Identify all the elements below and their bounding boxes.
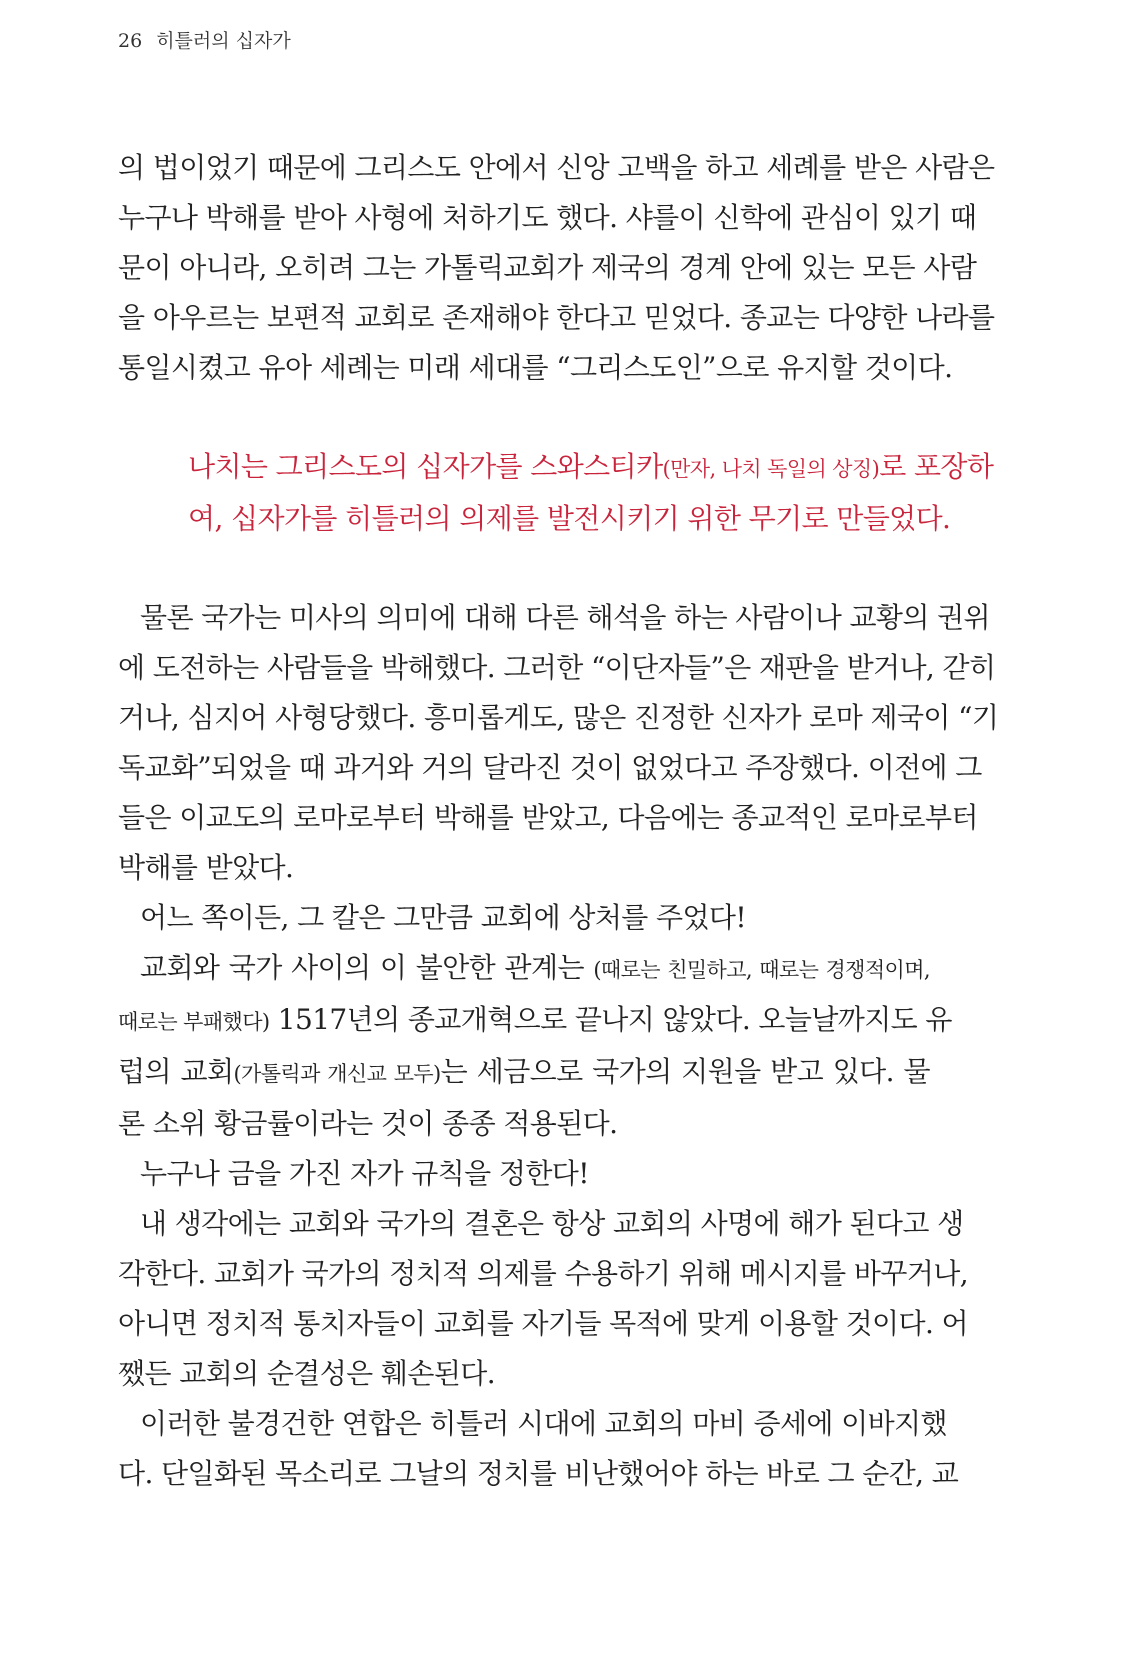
text-line: 들은 이교도의 로마로부터 박해를 받았고, 다음에는 종교적인 로마로부터 — [118, 801, 978, 834]
text-line: 이러한 불경건한 연합은 히틀러 시대에 교회의 마비 증세에 이바지했 — [140, 1407, 947, 1440]
paragraph-2 — [118, 593, 999, 1499]
running-title: 히틀러의 십자가 — [156, 30, 291, 52]
paragraph-1 — [118, 143, 995, 393]
running-header — [118, 26, 291, 53]
text-line: 을 아우르는 보편적 교회로 존재해야 한다고 믿었다. 종교는 다양한 나라를 — [118, 301, 995, 334]
text-line: 교회와 국가 사이의 이 불안한 관계는 (때로는 친밀하고, 때로는 경쟁적이며, — [140, 951, 930, 984]
text-line: 물론 국가는 미사의 의미에 대해 다른 해석을 하는 사람이나 교황의 권위 — [140, 601, 990, 634]
text-line: 다. 단일화된 목소리로 그날의 정치를 비난했어야 하는 바로 그 순간, 교 — [118, 1457, 959, 1490]
page-number: 26 — [118, 30, 143, 52]
text-line: 쨌든 교회의 순결성은 훼손된다. — [118, 1357, 496, 1390]
text-line: 내 생각에는 교회와 국가의 결혼은 항상 교회의 사명에 해가 된다고 생 — [140, 1207, 964, 1240]
text-line: 독교화”되었을 때 과거와 거의 달라진 것이 없었다고 주장했다. 이전에 그 — [118, 751, 982, 784]
text-line: 누구나 박해를 받아 사형에 처하기도 했다. 샤를이 신학에 관심이 있기 때 — [118, 201, 977, 234]
text-line: 론 소위 황금률이라는 것이 종종 적용된다. — [118, 1107, 618, 1140]
text-line: 아니면 정치적 통치자들이 교회를 자기들 목적에 맞게 이용할 것이다. 어 — [118, 1307, 968, 1340]
text-line: 거나, 심지어 사형당했다. 흥미롭게도, 많은 진정한 신자가 로마 제국이 “기 — [118, 701, 999, 734]
text-line: 럽의 교회(가톨릭과 개신교 모두)는 세금으로 국가의 지원을 받고 있다. 물 — [118, 1055, 931, 1088]
text-line: 각한다. 교회가 국가의 정치적 의제를 수용하기 위해 메시지를 바꾸거나, — [118, 1257, 968, 1290]
text-line: 박해를 받았다. — [118, 851, 294, 884]
paragraph-5: 누구나 금을 가진 자가 규칙을 정한다! — [140, 1157, 589, 1190]
text-line: 때로는 부패했다) 1517년의 종교개혁으로 끝나지 않았다. 오늘날까지도 유 — [118, 1003, 952, 1036]
text-line: 에 도전하는 사람들을 박해했다. 그러한 “이단자들”은 재판을 받거나, 갇히 — [118, 651, 996, 684]
text-line: 의 법이었기 때문에 그리스도 안에서 신앙 고백을 하고 세례를 받은 사람은 — [118, 151, 995, 184]
text-line: 문이 아니라, 오히려 그는 가톨릭교회가 제국의 경계 안에 있는 모든 사람 — [118, 251, 977, 284]
text-line: 통일시켰고 유아 세례는 미래 세대를 “그리스도인”으로 유지할 것이다. — [118, 351, 953, 384]
pull-quote — [188, 442, 994, 544]
paragraph-3: 어느 쪽이든, 그 칼은 그만큼 교회에 상처를 주었다! — [140, 901, 747, 934]
pull-quote-line: 여, 십자가를 히틀러의 의제를 발전시키기 위한 무기로 만들었다. — [188, 502, 951, 535]
pull-quote-line: 나치는 그리스도의 십자가를 스와스티카(만자, 나치 독일의 상징)로 포장하 — [188, 450, 994, 483]
